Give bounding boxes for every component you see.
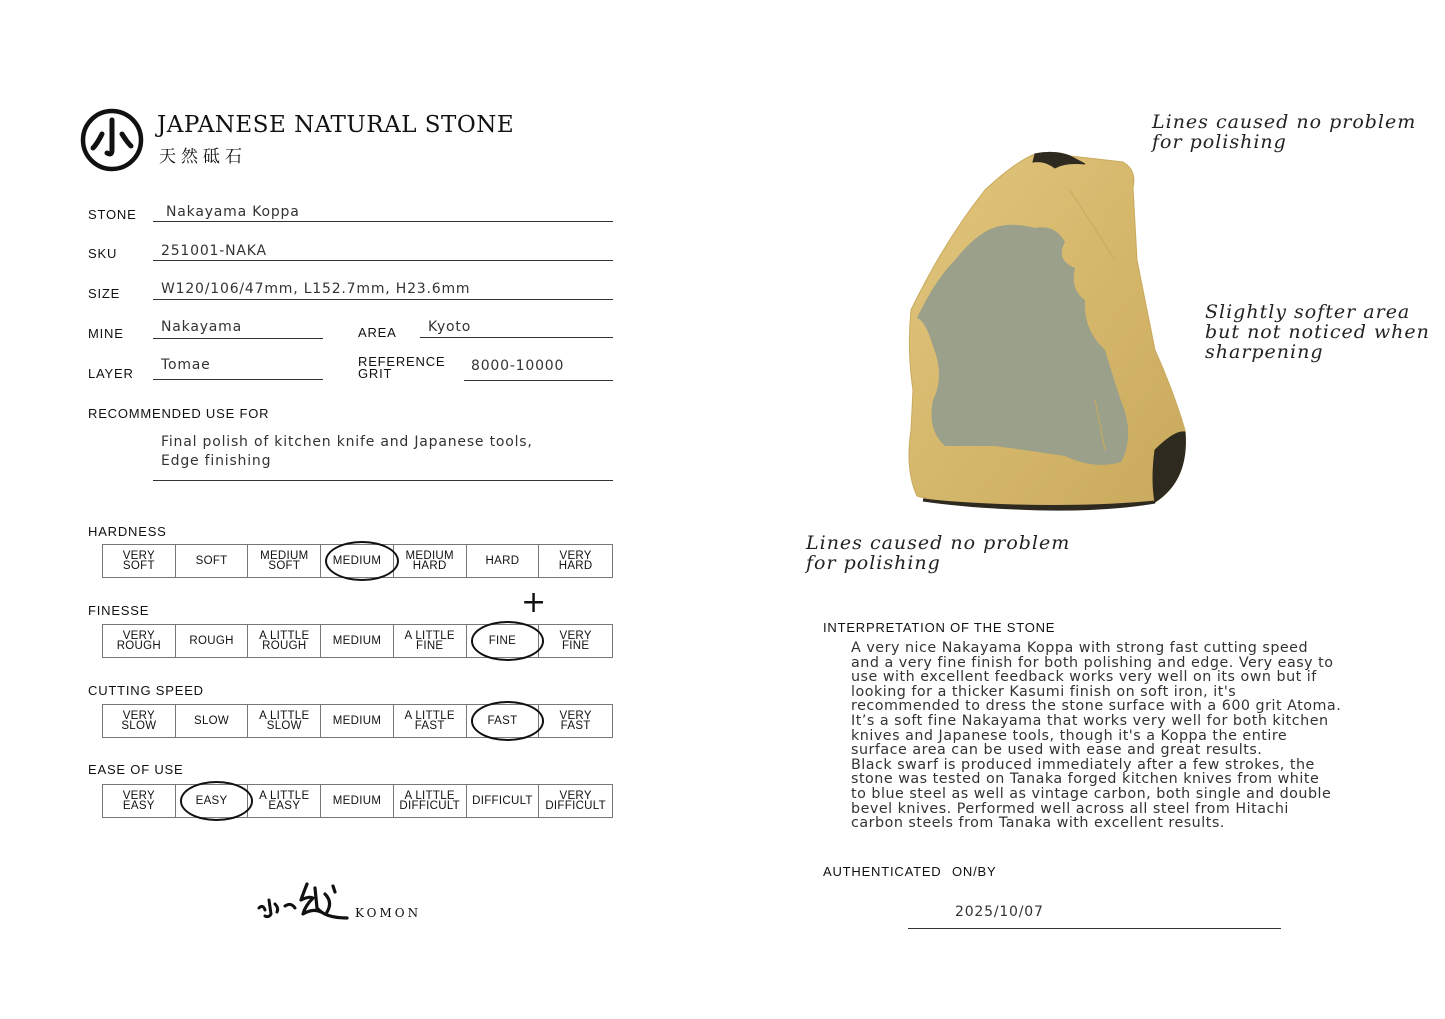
grit-label-line1: REFERENCE bbox=[358, 354, 446, 369]
grit-rule bbox=[464, 380, 613, 381]
cutting-speed-option-selected: FAST bbox=[467, 705, 540, 737]
hardness-option: HARD bbox=[467, 545, 540, 577]
area-value: Kyoto bbox=[428, 319, 472, 335]
interpretation-label: INTERPRETATION OF THE STONE bbox=[823, 620, 1056, 635]
recommended-rule bbox=[153, 480, 613, 481]
grit-label bbox=[358, 356, 445, 380]
cutting-speed-label: CUTTING SPEED bbox=[88, 683, 204, 698]
ease-of-use-option: MEDIUM bbox=[321, 785, 394, 817]
brand-subtitle: 天然砥石 bbox=[159, 147, 247, 167]
annotation-top-right bbox=[1152, 112, 1416, 152]
finesse-scale bbox=[102, 624, 613, 658]
mine-label: MINE bbox=[88, 326, 124, 341]
annotation-bottom-left-line1: Lines caused no problem bbox=[806, 532, 1071, 554]
finesse-option: VERY ROUGH bbox=[103, 625, 176, 657]
finesse-plus-mark: + bbox=[521, 585, 547, 620]
size-label: SIZE bbox=[88, 286, 121, 301]
komon-seal-icon bbox=[80, 108, 144, 172]
grit-value: 8000-10000 bbox=[471, 358, 565, 374]
hardness-option: VERY SOFT bbox=[103, 545, 176, 577]
finesse-option: MEDIUM bbox=[321, 625, 394, 657]
mine-value: Nakayama bbox=[161, 319, 242, 335]
hardness-option: SOFT bbox=[176, 545, 249, 577]
area-label: AREA bbox=[358, 325, 397, 340]
finesse-option: VERY FINE bbox=[559, 630, 592, 652]
layer-rule bbox=[153, 379, 323, 380]
whetstone-photo bbox=[905, 150, 1190, 512]
stone-label: STONE bbox=[88, 207, 137, 222]
cutting-speed-option: A LITTLE SLOW bbox=[248, 705, 321, 737]
authenticated-label: AUTHENTICATED bbox=[823, 864, 942, 879]
layer-label: LAYER bbox=[88, 366, 134, 381]
annotation-top-right-line1: Lines caused no problem bbox=[1152, 111, 1417, 133]
ease-of-use-scale bbox=[102, 784, 613, 818]
authenticated-date: 2025/10/07 bbox=[955, 904, 1044, 920]
cutting-speed-option: MEDIUM bbox=[321, 705, 394, 737]
size-value: W120/106/47mm, L152.7mm, H23.6mm bbox=[161, 281, 471, 297]
hardness-option: MEDIUM SOFT bbox=[248, 545, 321, 577]
cutting-speed-option: VERY FAST bbox=[559, 710, 592, 732]
hardness-option-selected: MEDIUM bbox=[321, 545, 394, 577]
hardness-option: VERY HARD bbox=[558, 550, 593, 572]
size-rule bbox=[153, 299, 613, 300]
recommended-line-1: Final polish of kitchen knife and Japanese tools, bbox=[161, 434, 533, 450]
komon-calligraphy-logo bbox=[255, 878, 355, 924]
ease-of-use-option: A LITTLE EASY bbox=[248, 785, 321, 817]
komon-wordmark: KOMON bbox=[355, 906, 422, 920]
finesse-option-selected: FINE bbox=[467, 625, 540, 657]
annotation-bottom-left-line2: for polishing bbox=[806, 552, 941, 574]
mine-rule bbox=[153, 338, 323, 339]
brand-title: JAPANESE NATURAL STONE bbox=[157, 112, 515, 138]
sku-label: SKU bbox=[88, 246, 118, 261]
ease-of-use-option: VERY EASY bbox=[103, 785, 176, 817]
finesse-option: A LITTLE FINE bbox=[394, 625, 467, 657]
stone-value: Nakayama Koppa bbox=[166, 204, 300, 220]
ease-of-use-option-selected: EASY bbox=[176, 785, 249, 817]
ease-of-use-option: DIFFICULT bbox=[467, 785, 540, 817]
stone-rule bbox=[153, 221, 613, 222]
interpretation-body: A very nice Nakayama Koppa with strong fast cutting speed and a very fine finish for both polishing and edge. Very easy to use with excellent feedback works very well on its own but if looking for a thicker Kasumi finish on soft iron, it's recommended to dress the stone surface with a 600 grit Atoma. It’s a soft fine Nakayama that works very well for both kitchen knives and Japanese tools, though it's a Koppa the entire surface area can be used with ease and great results. Black swarf is produced immediately after a few strokes, the stone was tested on Tanaka forged kitchen knives from white to blue steel as well as vintage carbon, both single and double bevel knives. Performed well across all steel from Hitachi carbon steels from Tanaka with excellent results. bbox=[851, 640, 1342, 832]
finesse-option: A LITTLE ROUGH bbox=[248, 625, 321, 657]
cutting-speed-option: A LITTLE FAST bbox=[394, 705, 467, 737]
area-rule bbox=[420, 337, 613, 338]
ease-of-use-option: A LITTLE DIFFICULT bbox=[394, 785, 467, 817]
annotation-middle-right-line1: Slightly softer area bbox=[1205, 301, 1411, 323]
ease-of-use-label: EASE OF USE bbox=[88, 762, 184, 777]
annotation-top-right-line2: for polishing bbox=[1152, 131, 1287, 153]
sku-value: 251001-NAKA bbox=[161, 243, 267, 259]
layer-value: Tomae bbox=[161, 357, 211, 373]
ease-of-use-option: VERY DIFFICULT bbox=[545, 790, 606, 812]
finesse-label: FINESSE bbox=[88, 603, 150, 618]
annotation-bottom-left bbox=[806, 533, 1070, 573]
recommended-label: RECOMMENDED USE FOR bbox=[88, 406, 270, 421]
annotation-middle-right bbox=[1205, 302, 1430, 362]
cutting-speed-option: VERY SLOW bbox=[103, 705, 176, 737]
authenticated-rule bbox=[908, 928, 1281, 929]
recommended-line-2: Edge finishing bbox=[161, 453, 272, 469]
authenticated-on-by-label: ON/BY bbox=[952, 864, 997, 879]
sku-rule bbox=[153, 260, 613, 261]
finesse-option: ROUGH bbox=[176, 625, 249, 657]
hardness-scale bbox=[102, 544, 613, 578]
cutting-speed-scale bbox=[102, 704, 613, 738]
annotation-middle-right-line2: but not noticed when bbox=[1205, 321, 1430, 343]
hardness-option: MEDIUM HARD bbox=[394, 545, 467, 577]
hardness-label: HARDNESS bbox=[88, 524, 167, 539]
cutting-speed-option: SLOW bbox=[176, 705, 249, 737]
annotation-middle-right-line3: sharpening bbox=[1205, 341, 1324, 363]
grit-label-line2: GRIT bbox=[358, 366, 393, 381]
